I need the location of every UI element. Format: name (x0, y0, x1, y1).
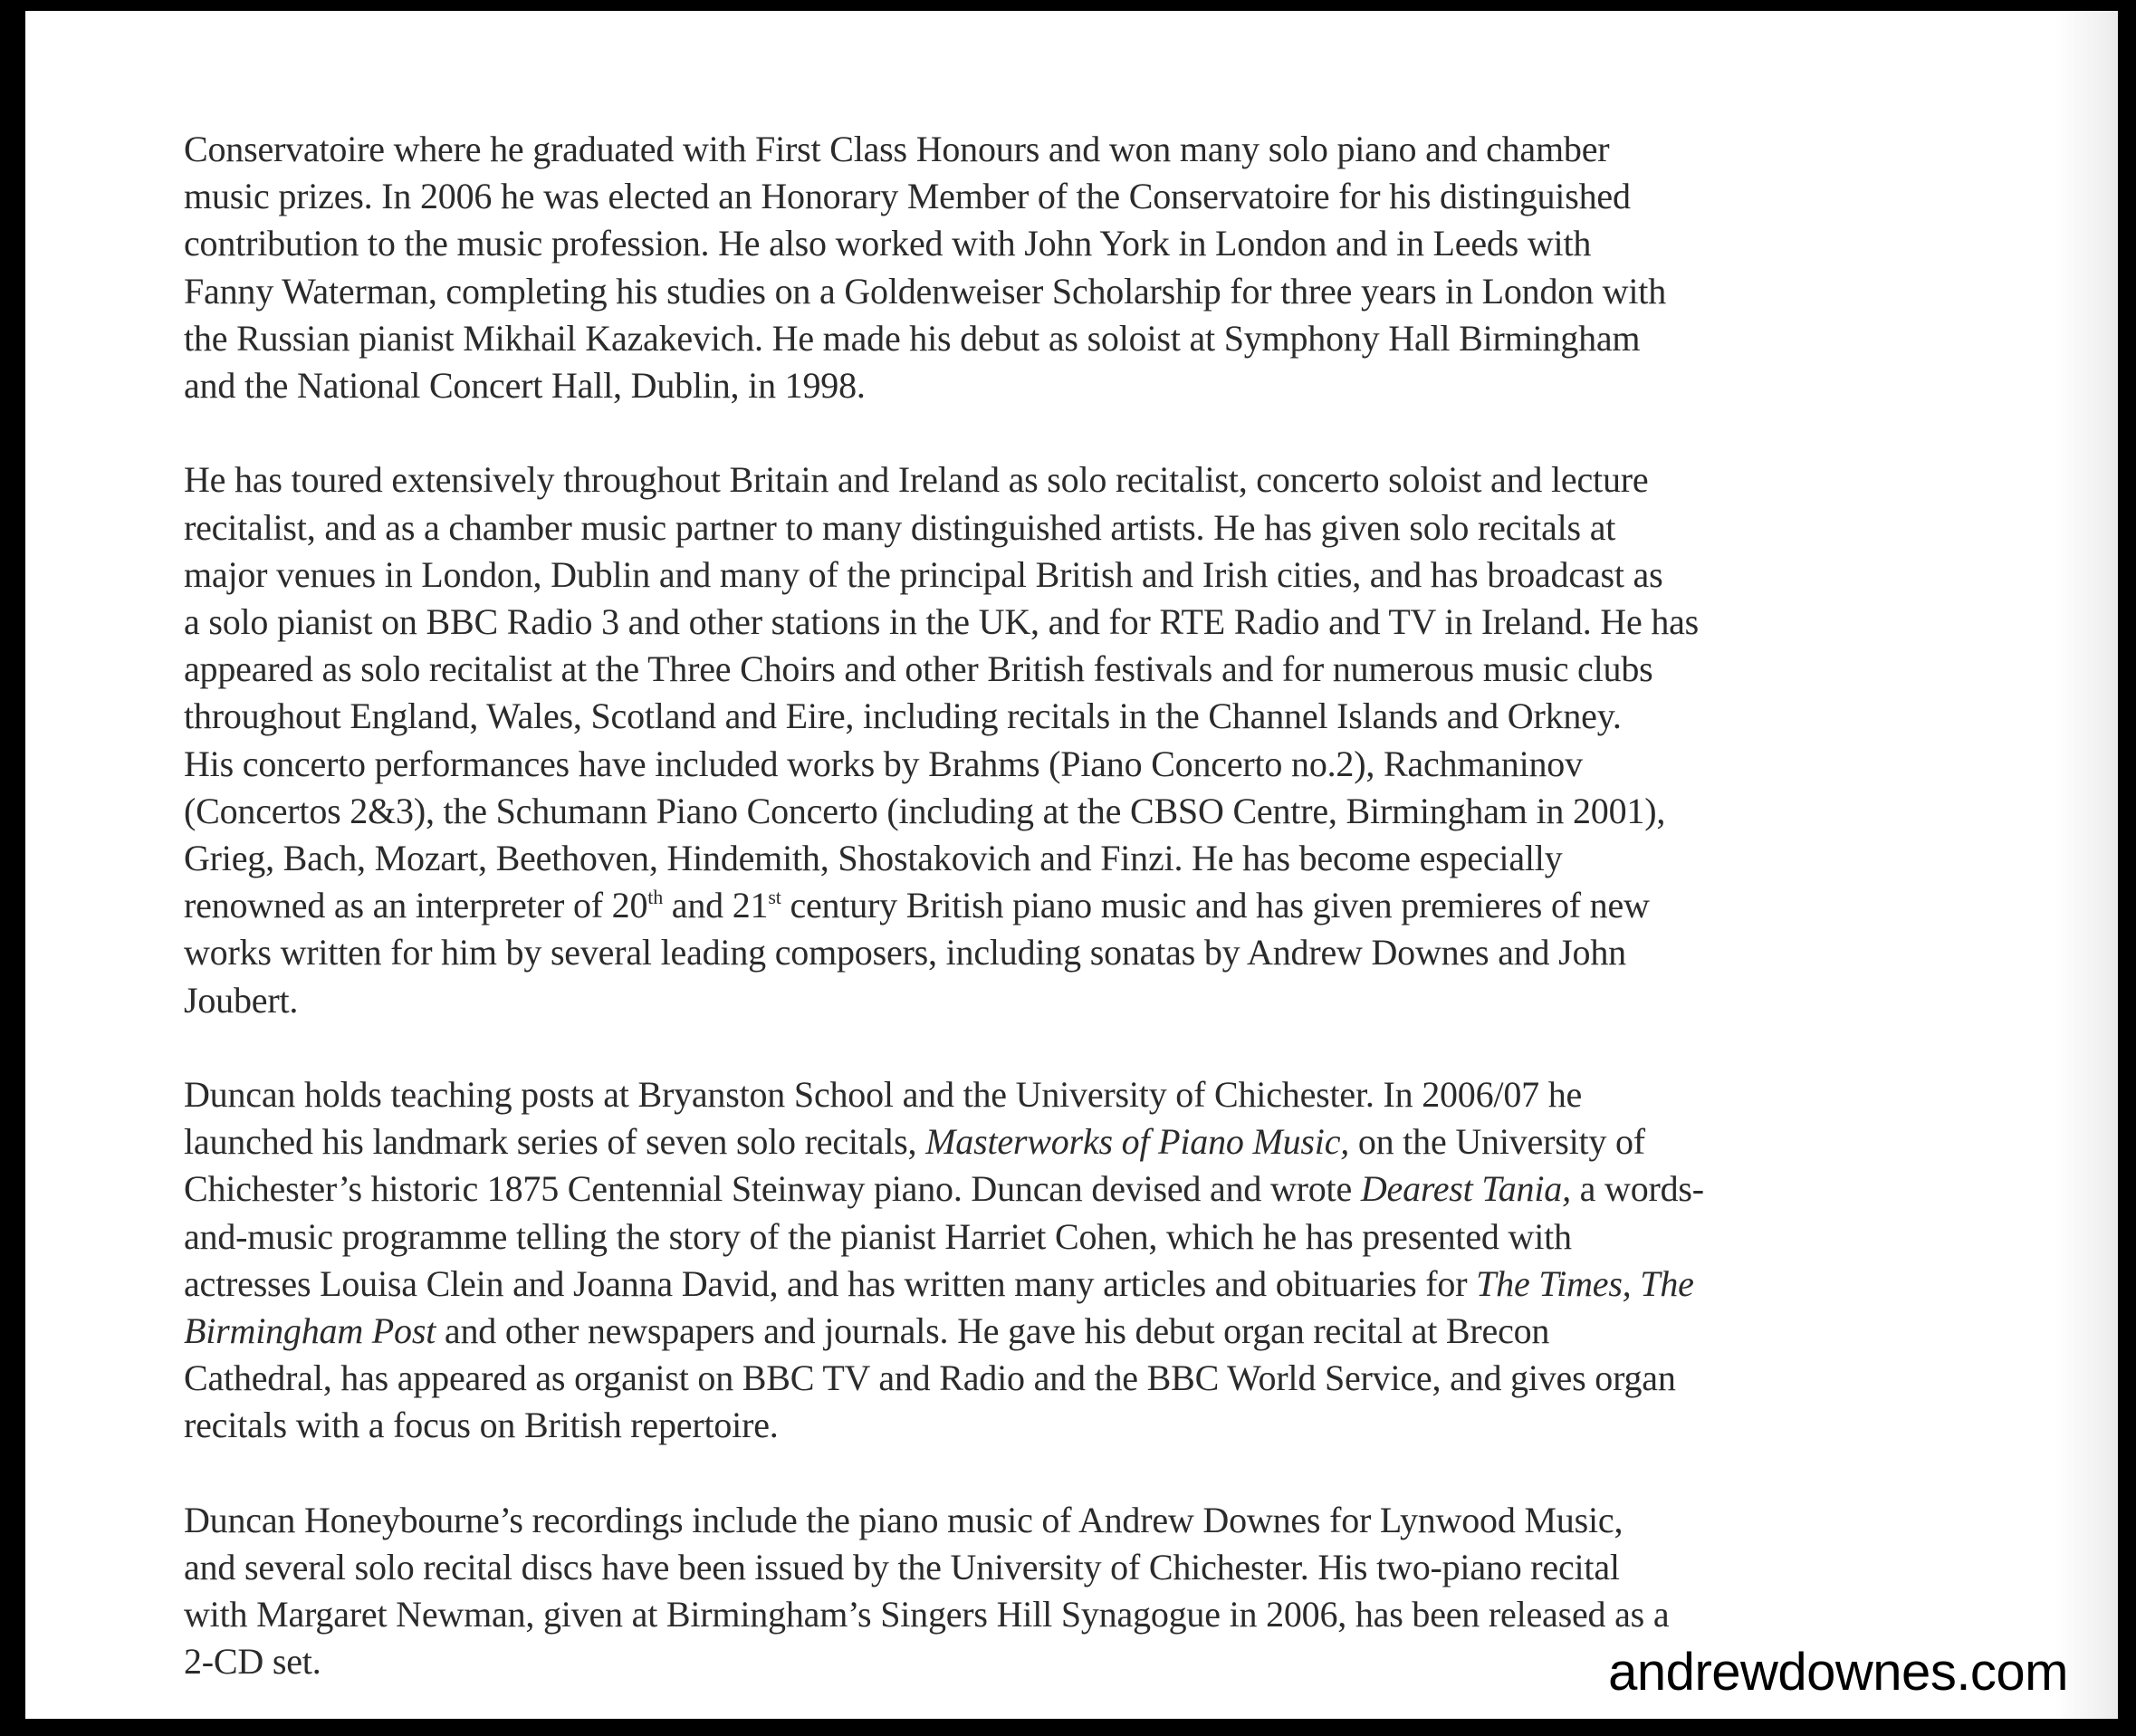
text-line (184, 220, 2085, 267)
text-segment: contribution to the music profession. He also worked with John York in London and in Leeds with (184, 223, 1592, 264)
text-segment: 2-CD set. (184, 1641, 321, 1683)
text-line (184, 1591, 2085, 1638)
text-segment: and 21 (663, 885, 769, 926)
scanned-page (25, 11, 2118, 1719)
text-segment: a words- (1570, 1168, 1704, 1210)
text-line (184, 315, 2085, 362)
text-line (184, 1402, 2085, 1449)
text-segment: renowned as an interpreter of 20 (184, 885, 648, 926)
text-segment: recitalist, and as a chamber music partner to many distinguished artists. He has given solo recitals at (184, 506, 1616, 548)
text-segment: appeared as solo recitalist at the Three Choirs and other British festivals and for numerous music clubs (184, 648, 1653, 690)
text-segment: launched his landmark series of seven solo recitals, (184, 1121, 926, 1163)
text-segment: Conservatoire where he graduated with First Class Honours and won many solo piano and chamber (184, 129, 1610, 169)
text-segment: Fanny Waterman, completing his studies on a Goldenweiser Scholarship for three years in London with (184, 270, 1666, 312)
text-segment: music prizes. In 2006 he was elected an Honorary Member of the Conservatoire for his distinguished (184, 176, 1631, 217)
italic-title: Masterworks of Piano Music, (925, 1121, 1350, 1163)
text-segment: Duncan holds teaching posts at Bryanston School and the University of Chichester. In 2006/07 he (184, 1074, 1583, 1116)
paragraph (184, 456, 2085, 1023)
text-segment: and other newspapers and journals. He gave his debut organ recital at Brecon (436, 1310, 1550, 1352)
text-segment: century British piano music and has given premieres of new (781, 885, 1650, 926)
text-line (184, 1165, 2085, 1213)
text-segment: Cathedral, has appeared as organist on BBC TV and Radio and the BBC World Service, and gives organ (184, 1357, 1676, 1399)
text-line (184, 1355, 2085, 1402)
text-line (184, 551, 2085, 599)
ordinal-suffix: th (647, 886, 663, 909)
text-segment: recitals with a focus on British repertoire. (184, 1405, 779, 1446)
text-line (184, 977, 2085, 1024)
text-line (184, 882, 2085, 929)
text-segment: Chichester’s historic 1875 Centennial Steinway piano. Duncan devised and wrote (184, 1168, 1361, 1210)
text-line (184, 268, 2085, 315)
text-line (184, 1544, 2085, 1591)
text-segment: Grieg, Bach, Mozart, Beethoven, Hindemith, Shostakovich and Finzi. He has become especially (184, 838, 1563, 879)
text-line (184, 646, 2085, 693)
text-line (184, 741, 2085, 788)
text-segment: and the National Concert Hall, Dublin, in 1998. (184, 365, 866, 407)
text-segment: on the University of (1349, 1121, 1645, 1163)
italic-title: Dearest Tania, (1360, 1168, 1571, 1210)
text-line (184, 362, 2085, 409)
text-segment: He has toured extensively throughout Britain and Ireland as solo recitalist, concerto soloist and lecture (184, 459, 1649, 501)
text-line (184, 1118, 2085, 1165)
ordinal-suffix: st (768, 886, 781, 909)
text-line (184, 173, 2085, 220)
text-line (184, 1308, 2085, 1355)
text-segment: Duncan Honeybourne’s recordings include the piano music of Andrew Downes for Lynwood Music, (184, 1499, 1624, 1540)
text-segment: and-music programme telling the story of the pianist Harriet Cohen, which he has presented with (184, 1215, 1572, 1257)
text-line (184, 126, 2085, 173)
text-line (184, 1261, 2085, 1308)
text-segment: a solo pianist on BBC Radio 3 and other stations in the UK, and for RTE Radio and TV in Ireland. He has (184, 601, 1700, 643)
text-segment: the Russian pianist Mikhail Kazakevich. He made his debut as soloist at Symphony Hall Birmingham (184, 317, 1641, 359)
biography-text (184, 126, 2085, 1733)
text-segment: with Margaret Newman, given at Birmingham’s Singers Hill Synagogue in 2006, has been released as a (184, 1594, 1670, 1635)
text-segment: Joubert. (184, 979, 299, 1021)
text-line (184, 693, 2085, 740)
website-watermark: andrewdownes.com (1608, 1643, 2068, 1702)
text-segment: (Concertos 2&3), the Schumann Piano Concerto (including at the CBSO Centre, Birmingham in 2001), (184, 790, 1666, 831)
text-line (184, 1497, 2085, 1544)
paragraph (184, 1071, 2085, 1450)
text-line (184, 1071, 2085, 1118)
text-segment: throughout England, Wales, Scotland and Eire, including recitals in the Channel Islands and Orkney. (184, 695, 1622, 737)
text-line (184, 456, 2085, 504)
italic-title: Birmingham Post (184, 1310, 436, 1352)
text-segment: works written for him by several leading composers, including sonatas by Andrew Downes and John (184, 932, 1626, 974)
text-line (184, 504, 2085, 551)
paragraph (184, 126, 2085, 409)
text-line (184, 835, 2085, 882)
text-segment: major venues in London, Dublin and many of the principal British and Irish cities, and has broadcast as (184, 553, 1663, 595)
text-line (184, 929, 2085, 976)
text-line (184, 788, 2085, 835)
text-segment: His concerto performances have included works by Brahms (Piano Concerto no.2), Rachmaninov (184, 743, 1583, 784)
italic-title: The Times, The (1476, 1262, 1694, 1304)
text-line (184, 599, 2085, 646)
text-segment: and several solo recital discs have been issued by the University of Chichester. His two-piano recital (184, 1547, 1620, 1588)
text-segment: actresses Louisa Clein and Joanna David, and has written many articles and obituaries for (184, 1262, 1477, 1304)
text-line (184, 1213, 2085, 1261)
